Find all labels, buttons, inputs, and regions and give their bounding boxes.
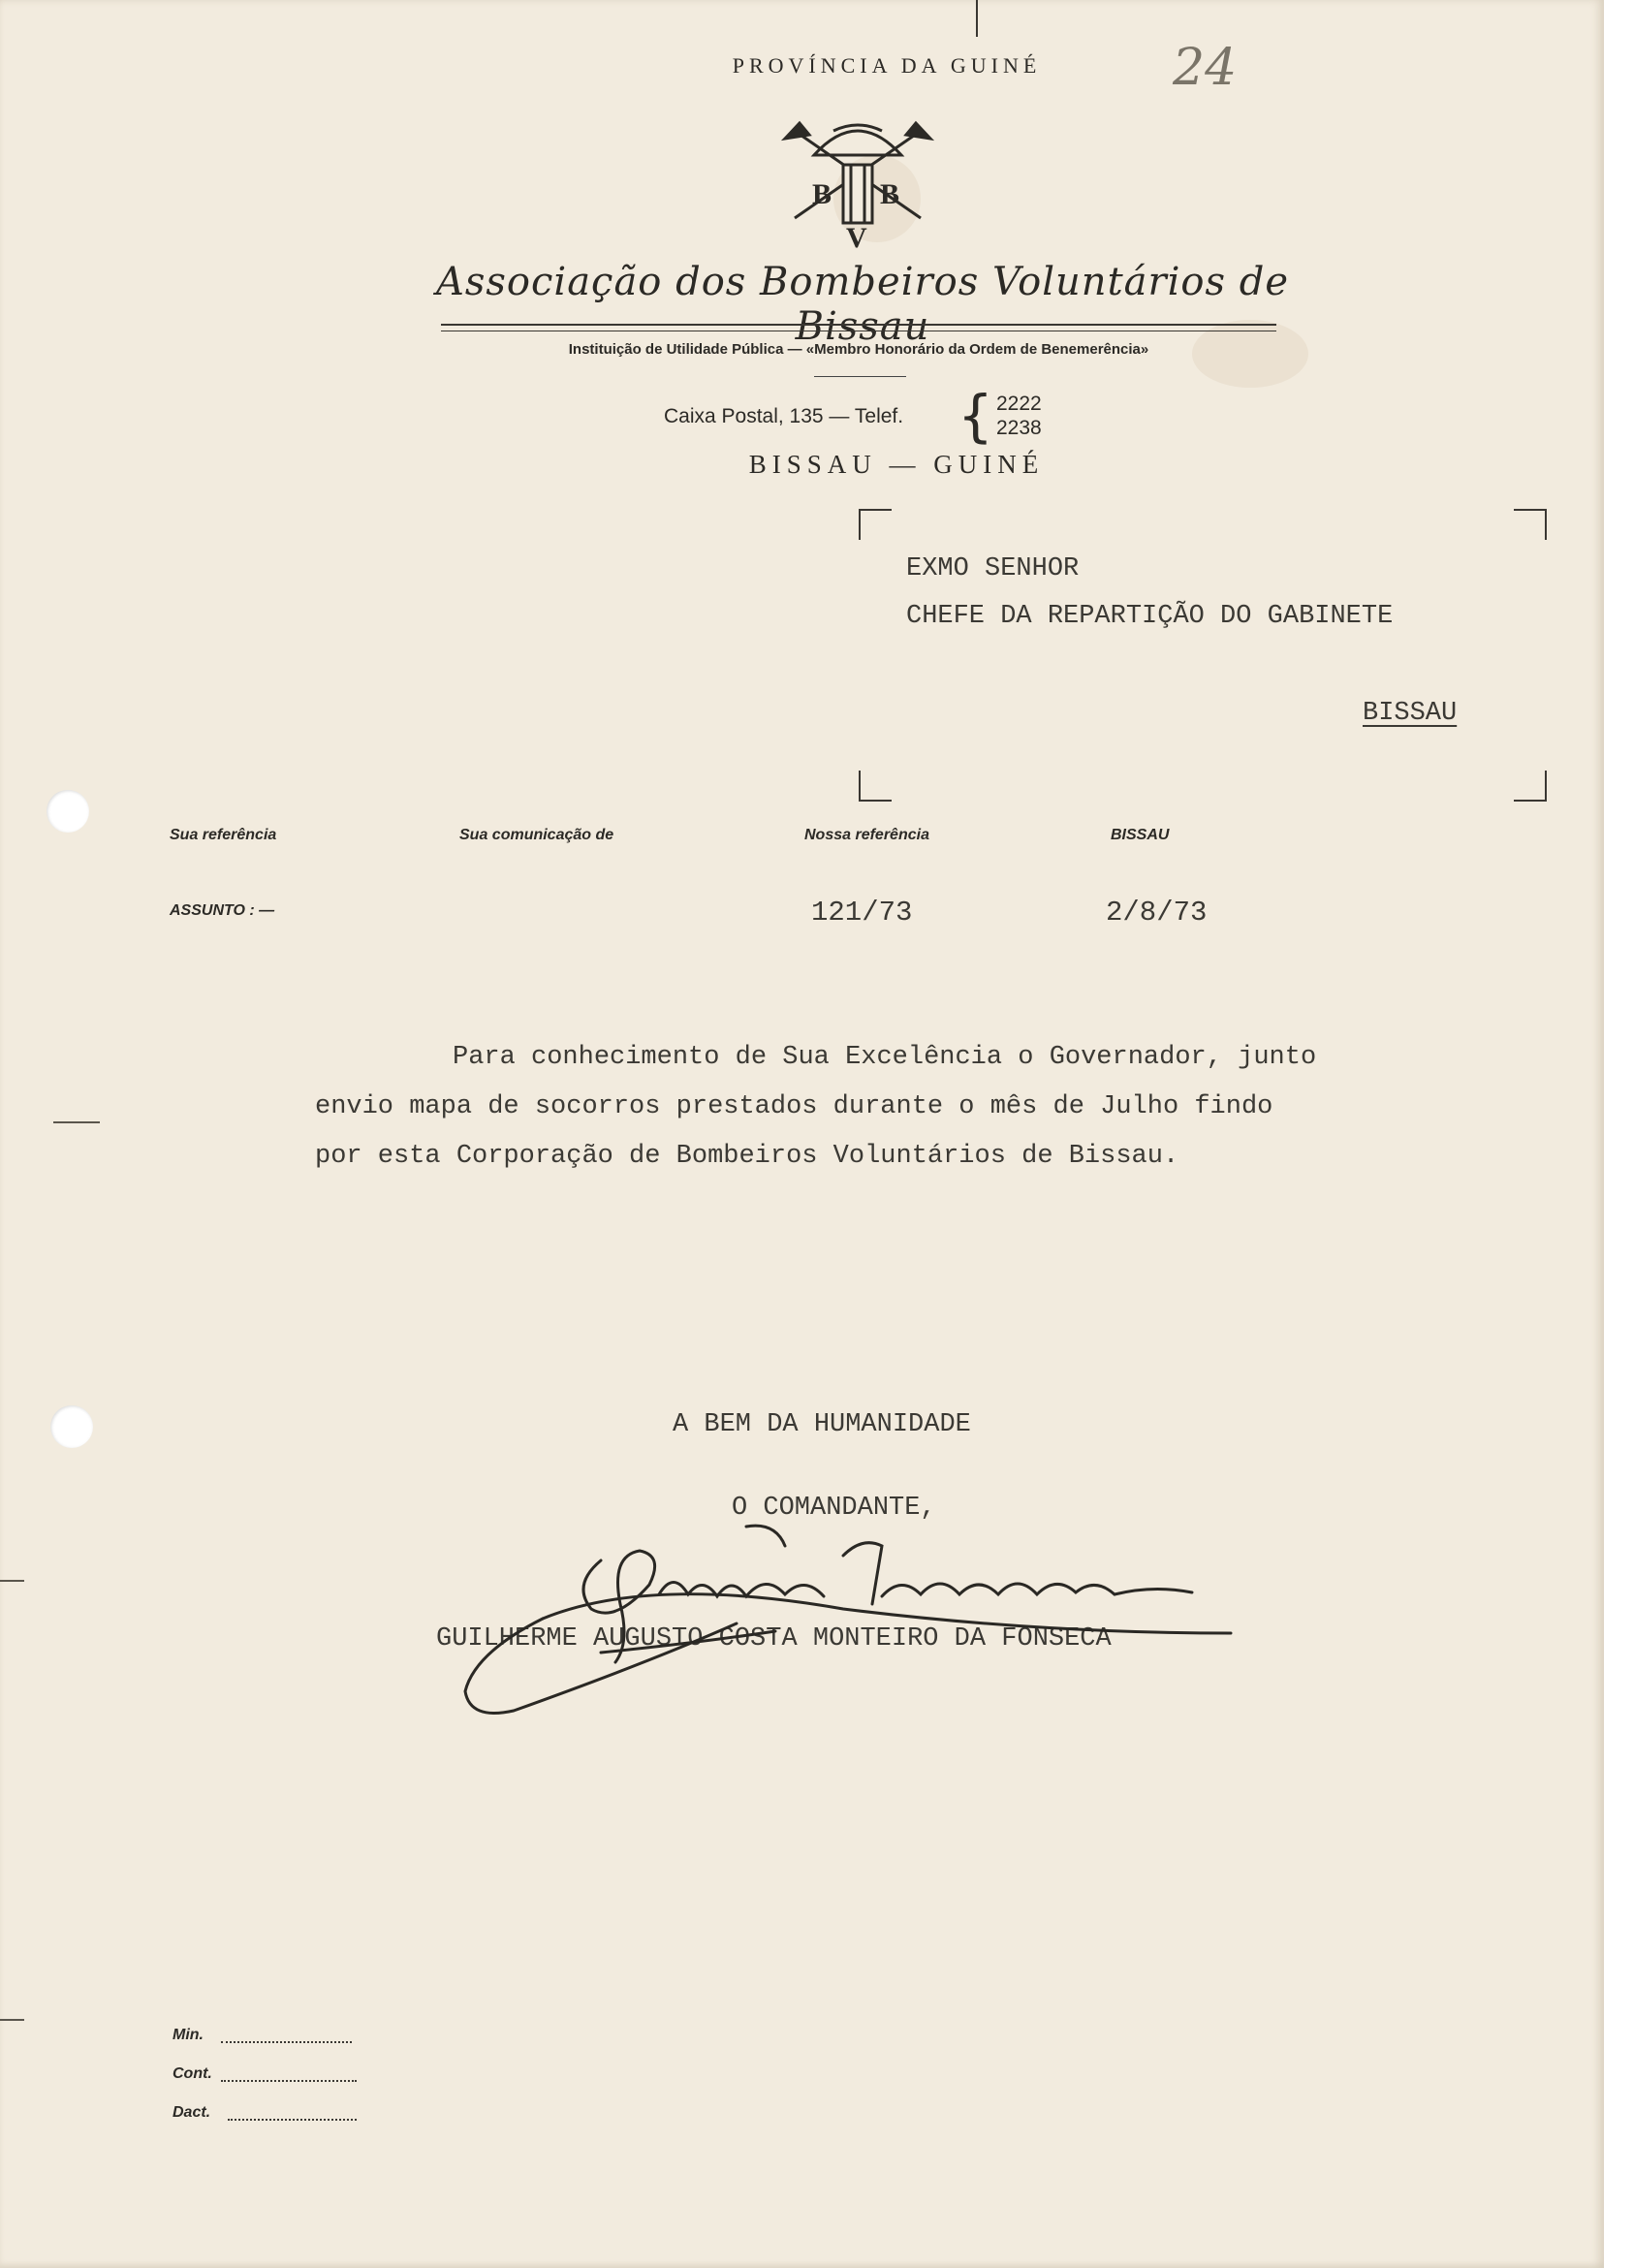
divider bbox=[814, 376, 906, 377]
body-line: envio mapa de socorros prestados durante o mês de Julho findo bbox=[315, 1092, 1273, 1121]
min-label: Min. bbox=[173, 2027, 204, 2043]
assunto-label: ASSUNTO : — bbox=[170, 902, 275, 919]
phone-brace: { bbox=[958, 383, 993, 449]
punch-hole bbox=[50, 1405, 93, 1448]
place-label: BISSAU bbox=[1111, 827, 1170, 843]
fire-brigade-emblem-icon bbox=[775, 111, 940, 257]
signatory-title: O COMANDANTE, bbox=[732, 1494, 936, 1523]
institution-line: Instituição de Utilidade Pública — «Membro Honorário da Ordem de Benemerência» bbox=[568, 341, 1149, 358]
min-blank bbox=[221, 2041, 352, 2043]
folio-number: 24 bbox=[1173, 39, 1238, 97]
cont-blank bbox=[221, 2080, 357, 2082]
addressee-title: CHEFE DA REPARTIÇÃO DO GABINETE bbox=[906, 602, 1394, 631]
letter-date: 2/8/73 bbox=[1106, 897, 1208, 929]
fold-mark bbox=[0, 2019, 24, 2021]
address-window-corner bbox=[859, 771, 892, 802]
body-line: Para conhecimento de Sua Excelência o Governador, junto bbox=[453, 1043, 1317, 1072]
emblem-letter: B bbox=[880, 178, 900, 210]
letter-body bbox=[315, 1033, 1546, 1181]
dact-blank bbox=[228, 2119, 357, 2121]
phone-number: 2222 bbox=[996, 393, 1042, 415]
punch-hole bbox=[47, 790, 89, 833]
address-window-corner bbox=[859, 509, 892, 540]
dact-label: Dact. bbox=[173, 2104, 211, 2121]
sua-referencia-label: Sua referência bbox=[170, 827, 277, 843]
cont-label: Cont. bbox=[173, 2065, 212, 2082]
fold-mark bbox=[53, 1121, 100, 1123]
page-margin bbox=[1604, 0, 1633, 2268]
sua-comunicacao-label: Sua comunicação de bbox=[459, 827, 614, 843]
top-mark bbox=[976, 0, 978, 37]
province-heading: PROVÍNCIA DA GUINÉ bbox=[732, 53, 1042, 78]
city-heading: BISSAU — GUINÉ bbox=[748, 450, 1045, 479]
addressee-salutation: EXMO SENHOR bbox=[906, 554, 1080, 583]
emblem-letter: V bbox=[846, 222, 867, 254]
address-window-corner bbox=[1514, 509, 1547, 540]
addressee-city: BISSAU bbox=[1363, 699, 1458, 728]
association-name: Associação dos Bombeiros Voluntários de Bissau bbox=[435, 260, 1289, 349]
nossa-referencia-label: Nossa referência bbox=[804, 827, 929, 843]
emblem-letter: B bbox=[812, 178, 832, 210]
signatory-name: GUILHERME AUGUSTO COSTA MONTEIRO DA FONSECA bbox=[436, 1624, 1112, 1654]
closing-salutation: A BEM DA HUMANIDADE bbox=[673, 1410, 971, 1439]
fold-mark bbox=[0, 1580, 24, 1582]
nossa-referencia-value: 121/73 bbox=[811, 897, 913, 929]
body-line: por esta Corporação de Bombeiros Voluntários de Bissau. bbox=[315, 1142, 1179, 1171]
address-window-corner bbox=[1514, 771, 1547, 802]
header-rule bbox=[441, 324, 1276, 326]
po-box-phone-label: Caixa Postal, 135 — Telef. bbox=[664, 405, 904, 427]
phone-number: 2238 bbox=[996, 417, 1042, 439]
handwritten-signature bbox=[455, 1517, 1260, 1725]
